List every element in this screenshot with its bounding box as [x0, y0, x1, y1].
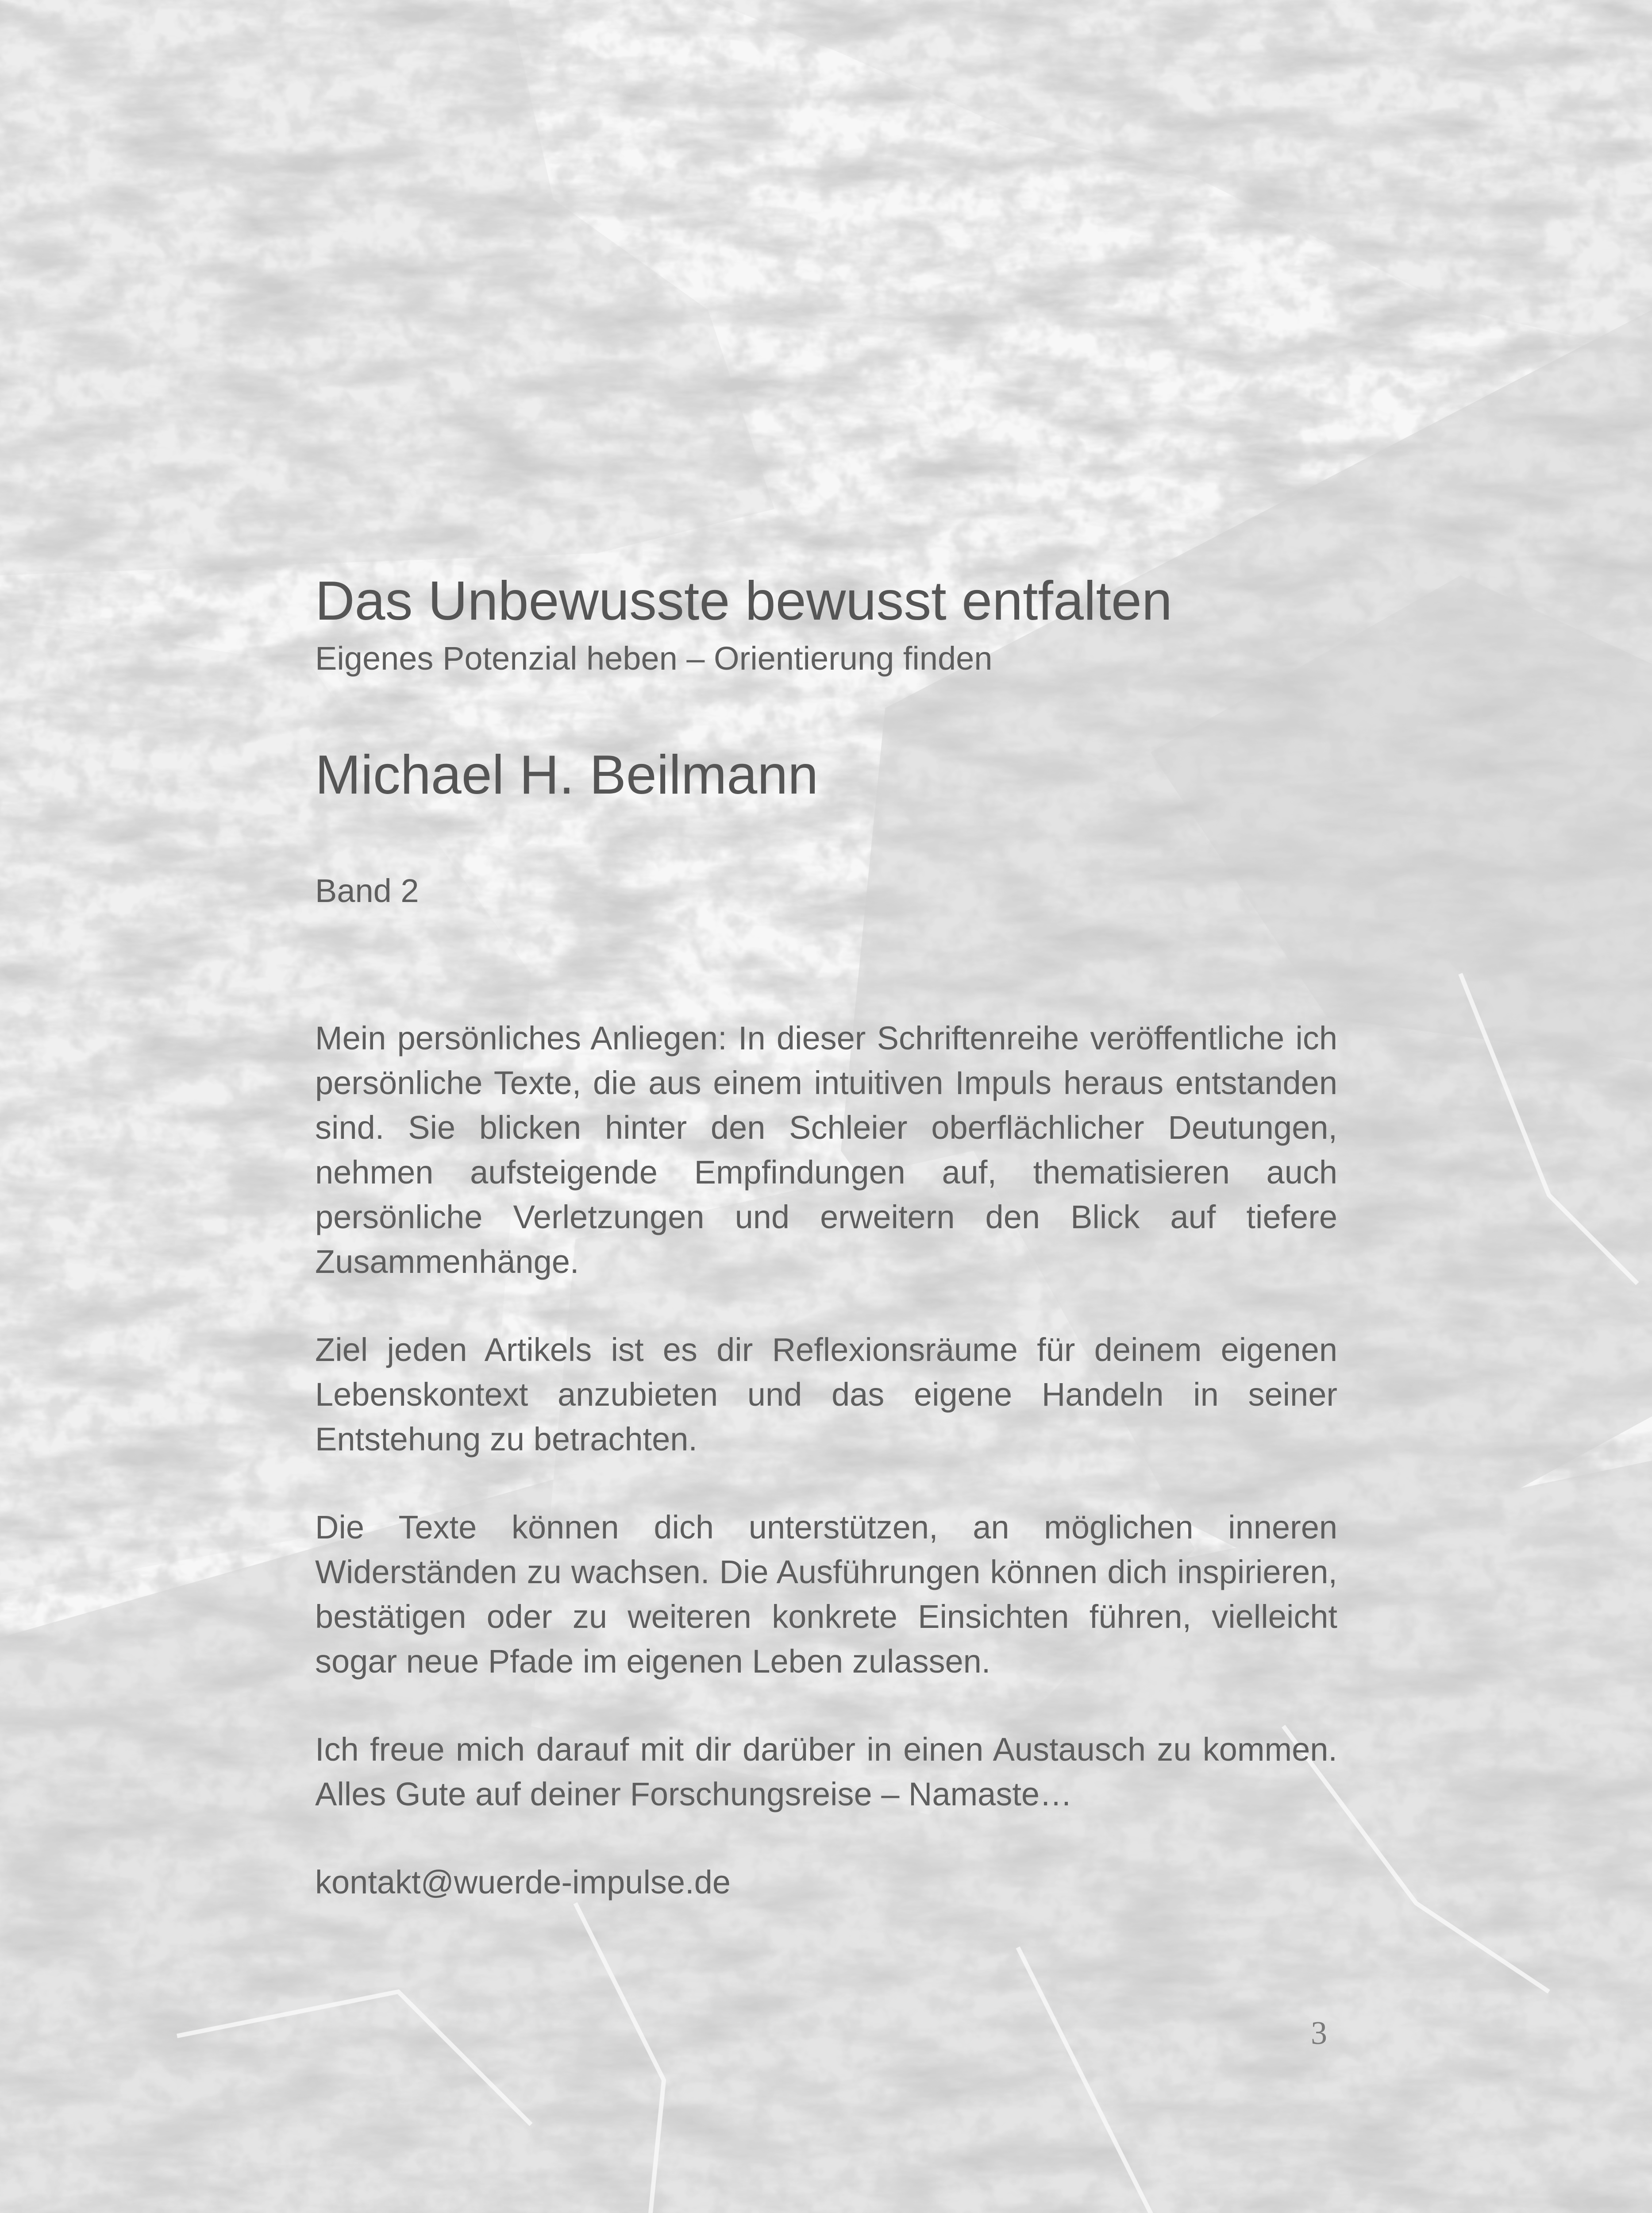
paragraph: Ziel jeden Artikels ist es dir Reflexionsräume für deinem eigenen Lebenskontext anzubieten und das eigene Handeln in seiner Entstehung zu betrachten. [315, 1331, 1337, 1457]
book-title: Das Unbewusste bewusst entfalten [315, 571, 1172, 632]
contact-email: kontakt@wuerde-impulse.de [315, 1863, 731, 1901]
paragraph: Mein persönliches Anliegen: In dieser Schriftenreihe veröffentliche ich persönliche Texte, die aus einem intuitiven Impuls heraus entstanden sind. Sie blicken hinter den Schleier oberflächlicher Deutungen, nehmen aufsteigende Empfindungen auf, thematisieren auch persönliche Verletzungen und erweitern den Blick auf tiefere Zusammenhänge. [315, 1019, 1337, 1280]
volume-label: Band 2 [315, 872, 419, 909]
paragraph: Ich freue mich darauf mit dir darüber in einen Austausch zu kommen. Alles Gute auf deiner Forschungsreise – Namaste… [315, 1731, 1337, 1812]
text-block [315, 571, 1337, 1905]
book-subtitle: Eigenes Potenzial heben – Orientierung finden [315, 640, 993, 677]
page-number: 3 [1311, 2015, 1327, 2051]
paragraph: Die Texte können dich unterstützen, an möglichen inneren Widerständen zu wachsen. Die Ausführungen können dich inspirieren, bestätigen oder zu weiteren konkrete Einsichten führen, vielleicht sogar neue Pfade im eigenen Leben zulassen. [315, 1508, 1337, 1680]
intro-text [315, 1016, 1337, 1905]
author-name: Michael H. Beilmann [315, 744, 819, 806]
